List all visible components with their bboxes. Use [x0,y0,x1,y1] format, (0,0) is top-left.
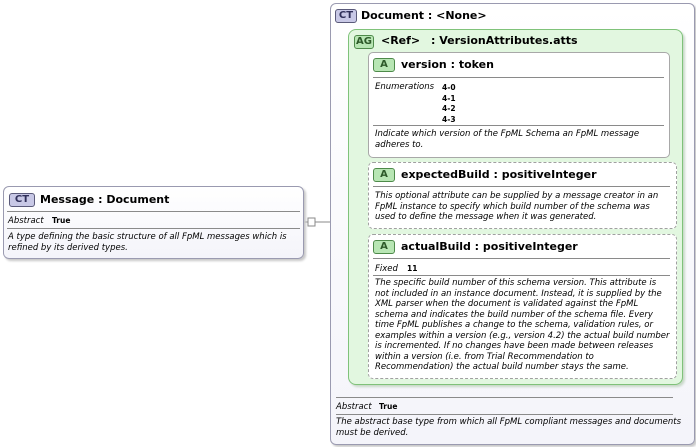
attribute-expected-build[interactable] [368,162,677,229]
divider [373,275,670,276]
attribute-icon: A [373,168,395,182]
abstract-value: True [379,402,398,411]
abstract-label: Abstract [8,216,44,226]
complex-type-icon: CT [9,193,35,207]
enumerations-label: Enumerations [375,82,435,92]
divider [373,186,670,187]
attribute-title: version : token [401,58,494,71]
message-complex-type[interactable] [3,186,304,259]
attribute-description: This optional attribute can be supplied by a message creator in an FpML instance to specify which build number of the schema was used to define the message when it was generated. [375,191,659,222]
attribute-title: expectedBuild : positiveInteger [401,168,597,181]
attribute-description: The specific build number of this schema version. This attribute is not included in an instance document. Instead, it is supplied by the XML parser when the document is validated against the FpML schema and indicates the build number of the schema file. Every time FpML publishes a change to the schema, validation rules, or examples within a version (e.g., version 4.2) the actual build number is incremented. If no changes have been made between releases within a version (i.e. from Trial Recommendation to Recommendation) the actual build number stays the same. [375,278,670,372]
abstract-label: Abstract [336,402,372,412]
enumeration-value: 4-2 [442,104,456,113]
attribute-group-name: : VersionAttributes.atts [431,34,578,47]
message-title: Message : Document [40,193,170,206]
message-description: A type defining the basic structure of all FpML messages which is refined by its derived types. [8,232,287,253]
complex-type-icon: CT [335,9,357,23]
abstract-value: True [52,216,71,225]
divider [7,211,300,212]
attribute-version[interactable] [368,52,670,158]
enumeration-value: 4-0 [442,83,456,92]
divider [336,397,673,398]
document-description: The abstract base type from which all FpML compliant messages and documents must be derived. [336,417,682,438]
attribute-group-ref: <Ref> [381,34,421,47]
fixed-value: 11 [407,264,418,273]
attribute-group-icon: AG [354,35,374,49]
attribute-icon: A [373,58,395,72]
divider [373,125,664,126]
attribute-title: actualBuild : positiveInteger [401,240,578,253]
attribute-description: Indicate which version of the FpML Schema an FpML message adheres to. [375,129,640,150]
divider [373,77,664,78]
document-title: Document : <None> [361,9,487,22]
attribute-icon: A [373,240,395,254]
divider [7,228,300,229]
fixed-label: Fixed [375,264,398,274]
enumeration-value: 4-1 [442,94,456,103]
attribute-actual-build[interactable] [368,234,677,379]
divider [373,258,670,259]
enumeration-value: 4-3 [442,115,456,124]
divider [336,414,673,415]
